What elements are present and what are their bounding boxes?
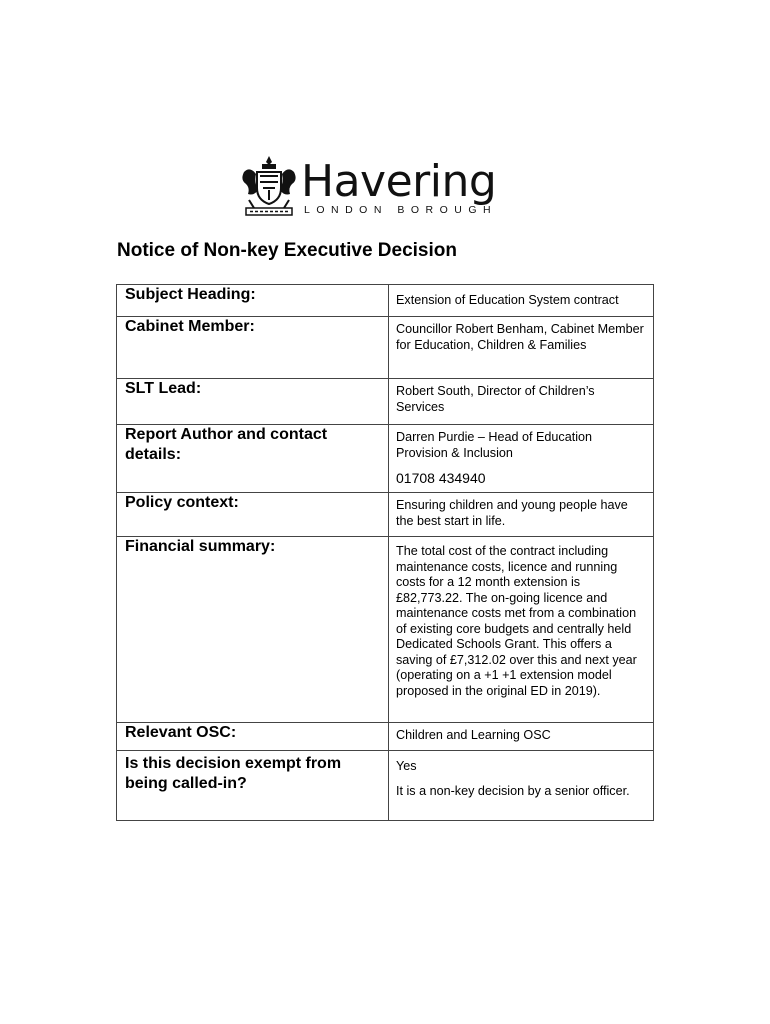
field-value xyxy=(389,425,654,493)
cabinet-member-value: Councillor Robert Benham, Cabinet Member for Education, Children & Families xyxy=(396,322,644,352)
havering-logo xyxy=(240,154,530,218)
field-value xyxy=(389,379,654,425)
table-row xyxy=(117,379,654,425)
table-row xyxy=(117,285,654,317)
field-value xyxy=(389,493,654,537)
field-label: Financial summary: xyxy=(117,537,389,723)
logo-wordmark: Havering xyxy=(301,156,497,207)
field-label: Is this decision exempt from being called-in? xyxy=(117,751,389,821)
policy-context-value: Ensuring children and young people have the best start in life. xyxy=(396,498,628,528)
field-value xyxy=(389,317,654,379)
field-value xyxy=(389,537,654,723)
call-in-note: It is a non-key decision by a senior officer. xyxy=(396,783,630,798)
contact-phone: 01708 434940 xyxy=(396,470,486,486)
page-title: Notice of Non-key Executive Decision xyxy=(117,240,457,261)
financial-summary-value: The total cost of the contract including maintenance costs, licence and running costs for a 12 month extension is £82,773.22. The on-going licence and maintenance costs met from a combination of existing core budgets and centrally held Dedicated Schools Grant. This offers a saving of £7,312.02 over this and next year (operating on a +1 +1 extension model proposed in the original ED in 2019). xyxy=(396,544,637,698)
table-row xyxy=(117,493,654,537)
table-row xyxy=(117,537,654,723)
field-value xyxy=(389,285,654,317)
logo-tagline: LONDON BOROUGH xyxy=(304,204,498,216)
field-label: Cabinet Member: xyxy=(117,317,389,379)
table-row xyxy=(117,723,654,751)
decision-table xyxy=(116,284,654,821)
table-row xyxy=(117,751,654,821)
field-label: SLT Lead: xyxy=(117,379,389,425)
field-label: Relevant OSC: xyxy=(117,723,389,751)
field-value xyxy=(389,723,654,751)
table-row xyxy=(117,425,654,493)
field-label: Policy context: xyxy=(117,493,389,537)
relevant-osc-value: Children and Learning OSC xyxy=(396,728,551,742)
slt-lead-value: Robert South, Director of Children’s Services xyxy=(396,384,595,414)
field-label: Report Author and contact details: xyxy=(117,425,389,493)
subject-heading-value: Extension of Education System contract xyxy=(396,293,619,307)
field-label: Subject Heading: xyxy=(117,285,389,317)
field-value xyxy=(389,751,654,821)
table-row xyxy=(117,317,654,379)
report-author-value: Darren Purdie – Head of Education Provision & Inclusion xyxy=(396,430,593,460)
call-in-exempt-value: Yes xyxy=(396,759,417,773)
borough-crest-icon xyxy=(240,154,298,218)
